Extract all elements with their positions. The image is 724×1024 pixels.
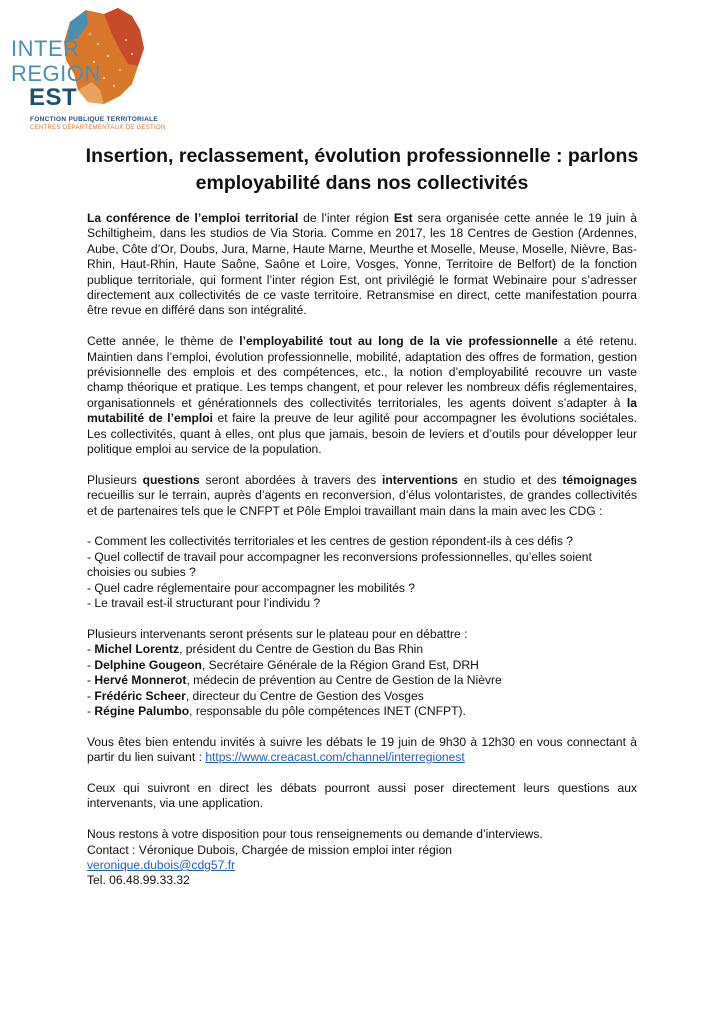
logo-word-est: EST	[29, 84, 78, 111]
list-dash: -	[87, 688, 95, 703]
speaker-role: , médecin de prévention au Centre de Gestion de la Nièvre	[186, 673, 502, 688]
paragraph-theme	[87, 334, 637, 457]
logo-tagline-2: CENTRES DÉPARTEMENTAUX DE GESTION	[30, 125, 166, 131]
speaker-name: Régine Palumbo	[94, 703, 190, 718]
body-text: seront abordées à travers des	[199, 472, 382, 487]
speaker-item	[87, 658, 637, 673]
emphasis-text: Est	[393, 211, 413, 225]
speaker-name: Frédéric Scheer	[94, 688, 186, 703]
list-dash: -	[87, 703, 95, 718]
body-text: Vous êtes bien entendu invités à suivre les débats le 19 juin de 9h30 à 12h30 en vous connectant à partir du lien suivant :	[87, 734, 637, 765]
paragraph-intro	[87, 211, 637, 319]
press-release-body	[87, 211, 637, 889]
emphasis-text: la mutabilité de l’emploi	[87, 395, 637, 426]
speaker-name: Delphine Gougeon	[94, 657, 202, 672]
speaker-role: , responsable du pôle compétences INET (CNFPT).	[189, 703, 466, 718]
question-item: - Quel cadre réglementaire pour accompagner les mobilités ?	[87, 580, 416, 595]
logo-tagline-1: FONCTION PUBLIQUE TERRITORIALE	[30, 116, 159, 123]
paragraph-live-questions: Ceux qui suivront en direct les débats pourront aussi poser directement leurs questions aux intervenants, via une application.	[87, 780, 637, 811]
contact-email-link[interactable]: veronique.dubois@cdg57.fr	[87, 857, 236, 872]
emphasis-text: témoignages	[562, 472, 637, 487]
logo-word-inter: INTER	[11, 36, 80, 61]
logo-word-region: REGION	[11, 61, 101, 86]
contact-person: Contact : Véronique Dubois, Chargée de mission emploi inter région	[87, 842, 453, 857]
body-text: en studio et des	[457, 472, 563, 487]
webinar-link[interactable]: https://www.creacast.com/channel/interregionest	[205, 750, 465, 765]
inter-region-est-logo	[8, 4, 166, 139]
body-text: a été retenu. Maintien dans l’emploi, évolution professionnelle, mobilité, adaptation des offres de formation, gestion prévisionnelle des emplois et des compétences, etc., la notion d’employabilité recouvre un vaste champ théorique et pratique. Les temps changent, et pour relever les nombreux défis réglementaires, organisationnels et générationnels des collectivités territoriales, les agents doivent s’adapter à	[87, 334, 637, 410]
speaker-item	[87, 642, 637, 657]
question-item: - Le travail est-il structurant pour l’individu ?	[87, 596, 321, 611]
question-item: - Comment les collectivités territoriales et les centres de gestion répondent-ils à ces défis ?	[87, 534, 573, 549]
speakers-intro: Plusieurs intervenants seront présents sur le plateau pour en débattre :	[87, 626, 468, 641]
emphasis-text: interventions	[381, 472, 458, 487]
body-text: de l’inter région	[298, 211, 394, 225]
page-title: Insertion, reclassement, évolution professionnelle : parlons employabilité dans nos collectivités	[85, 145, 639, 194]
body-text: et faire la preuve de leur agilité pour accompagner les évolutions sociétales. Les collectivités, quant à elles, ont plus que jamais, besoin de leviers et d’outils pour développer leur politique emploi au service de la population.	[87, 411, 637, 457]
contact-phone: Tel. 06.48.99.33.32	[87, 873, 190, 888]
emphasis-text: questions	[142, 472, 200, 487]
speaker-role: , président du Centre de Gestion du Bas Rhin	[179, 642, 424, 657]
contact-email-line	[87, 858, 637, 873]
body-text: recueillis sur le terrain, auprès d’agents en reconversion, d’élus volontaristes, de grandes collectivités et de partenaires tels que le CNFPT et Pôle Emploi travaillant main dans la main avec les CDG :	[87, 488, 637, 518]
body-text: sera organisée cette année le 19 juin à Schiltigheim, dans les studios de Via Storia. Comme en 2017, les 18 Centres de Gestion (Ardennes, Aube, Côte d’Or, Doubs, Jura, Marne, Haute Marne, Meurthe et Moselle, Meuse, Moselle, Nièvre, Bas-Rhin, Haut-Rhin, Haute Saône, Saône et Loire, Vosges, Yonne, Territoire de Belfort) de la fonction publique territoriale, qui forment l’inter région Est, ont privilégié le format Webinaire pour s’adresser directement aux collectivités de ce vaste territoire. Retransmise en direct, cette manifestation pourra être revue en différé dans son intégralité.	[87, 211, 637, 318]
list-dash: -	[87, 642, 95, 657]
emphasis-text: l’employabilité tout au long de la vie professionnelle	[239, 334, 558, 349]
speaker-item	[87, 689, 637, 704]
contact-intro: Nous restons à votre disposition pour tous renseignements ou demande d’interviews.	[87, 827, 543, 842]
speaker-item	[87, 673, 637, 688]
paragraph-questions-intro	[87, 473, 637, 519]
body-text: Cette année, le thème de	[87, 334, 240, 349]
body-text: Plusieurs	[87, 472, 143, 487]
speaker-role: , directeur du Centre de Gestion des Vosges	[185, 688, 424, 703]
list-dash: -	[87, 673, 95, 688]
emphasis-text: La conférence de l’emploi territorial	[87, 211, 299, 225]
speaker-item	[87, 704, 637, 719]
list-dash: -	[87, 657, 95, 672]
speaker-name: Michel Lorentz	[94, 642, 180, 657]
speaker-role: , Secrétaire Générale de la Région Grand Est, DRH	[201, 657, 479, 672]
paragraph-invitation	[87, 735, 637, 766]
speaker-name: Hervé Monnerot	[94, 673, 187, 688]
question-item: - Quel collectif de travail pour accompagner les reconversions professionnelles, qu’elles soient choisies ou subies ?	[87, 549, 592, 580]
